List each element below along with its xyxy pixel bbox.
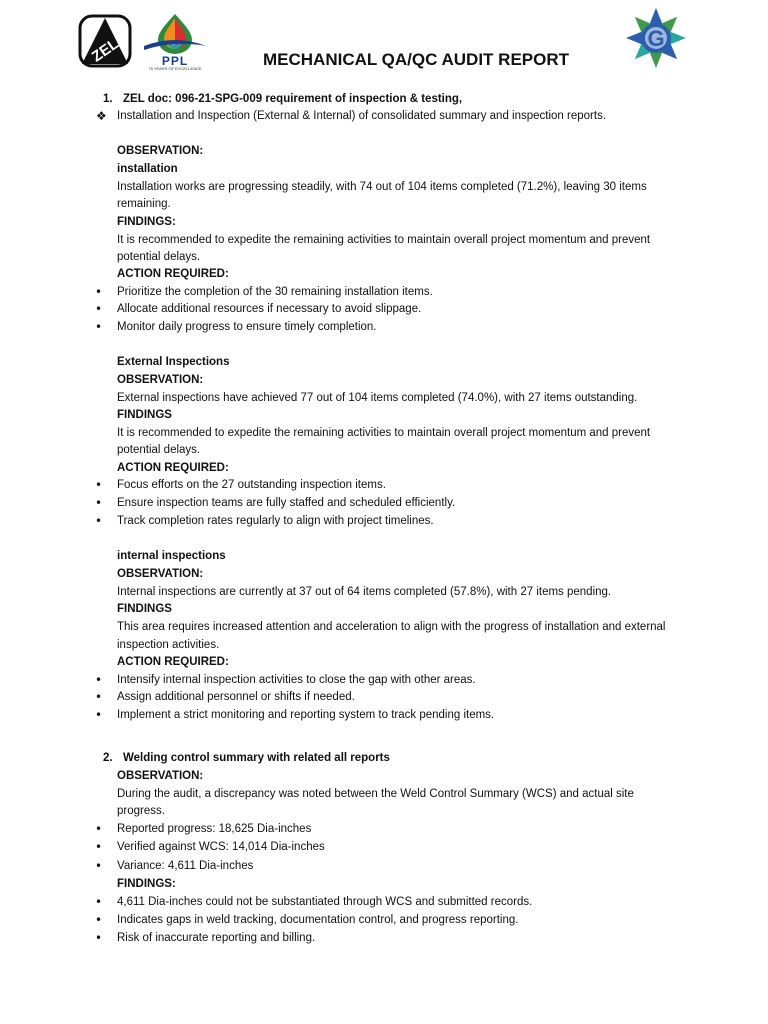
bullet-icon: • — [95, 708, 103, 722]
section1-sub-item: Installation and Inspection (External & Internal) of consolidated summary and inspection reports. — [117, 110, 607, 122]
section2-observation-item: Verified against WCS: 14,014 Dia-inches — [117, 841, 325, 853]
external-observation-label: OBSERVATION: — [117, 374, 204, 386]
report-title: MECHANICAL QA/QC AUDIT REPORT — [263, 50, 569, 69]
bullet-icon: • — [95, 822, 103, 836]
external-heading: External Inspections — [117, 356, 230, 368]
bullet-icon: • — [95, 859, 103, 873]
internal-findings-label: FINDINGS — [117, 603, 172, 615]
bullet-icon: • — [95, 673, 103, 687]
section2-observation-item: Reported progress: 18,625 Dia-inches — [117, 823, 312, 835]
installation-heading: installation — [117, 163, 178, 175]
internal-action-item: Assign additional personnel or shifts if needed. — [117, 691, 355, 703]
external-observation-line: External inspections have achieved 77 out of 104 items completed (74.0%), with 27 items outstanding. — [117, 392, 638, 404]
section2-observation-line: During the audit, a discrepancy was noted between the Weld Control Summary (WCS) and actual site — [117, 788, 634, 800]
bullet-icon: • — [95, 496, 103, 510]
section2-findings-item: Indicates gaps in weld tracking, documentation control, and progress reporting. — [117, 914, 519, 926]
zel-logo-text: ZEL — [88, 35, 122, 66]
bullet-icon: • — [95, 302, 103, 316]
internal-action-item: Intensify internal inspection activities to close the gap with other areas. — [117, 674, 476, 686]
bullet-icon: • — [95, 895, 103, 909]
installation-action-item: Prioritize the completion of the 30 remaining installation items. — [117, 286, 433, 298]
installation-observation-line: Installation works are progressing steadily, with 74 out of 104 items completed (71.2%), leaving 30 items — [117, 181, 647, 193]
internal-findings-line: This area requires increased attention and acceleration to align with the progress of installation and external — [117, 621, 666, 633]
installation-findings-line: It is recommended to expedite the remaining activities to maintain overall project momentum and prevent — [117, 234, 651, 246]
bullet-icon: • — [95, 931, 103, 945]
diamond-bullet-icon: ❖ — [96, 109, 107, 123]
installation-observation-line: remaining. — [117, 198, 171, 210]
external-findings-label: FINDINGS — [117, 409, 172, 421]
installation-observation-label: OBSERVATION: — [117, 145, 204, 157]
external-action-item: Ensure inspection teams are fully staffed and scheduled efficiently. — [117, 497, 456, 509]
installation-findings-line: potential delays. — [117, 251, 201, 263]
bullet-icon: • — [95, 913, 103, 927]
bullet-icon: • — [95, 840, 103, 854]
installation-findings-label: FINDINGS: — [117, 216, 176, 228]
section2-observation-line: progress. — [117, 805, 165, 817]
internal-action-label: ACTION REQUIRED: — [117, 656, 229, 668]
external-findings-line: potential delays. — [117, 444, 201, 456]
section2-findings-item: 4,611 Dia-inches could not be substantiated through WCS and submitted records. — [117, 896, 533, 908]
section2-observation-item: Variance: 4,611 Dia-inches — [117, 860, 254, 872]
external-action-item: Track completion rates regularly to align with project timelines. — [117, 515, 434, 527]
section1-number: 1. — [103, 93, 113, 105]
bullet-icon: • — [95, 285, 103, 299]
internal-findings-line: inspection activities. — [117, 639, 220, 651]
internal-observation-label: OBSERVATION: — [117, 568, 204, 580]
external-action-item: Focus efforts on the 27 outstanding inspection items. — [117, 479, 386, 491]
external-action-label: ACTION REQUIRED: — [117, 462, 229, 474]
installation-action-item: Allocate additional resources if necessary to avoid slippage. — [117, 303, 422, 315]
installation-action-label: ACTION REQUIRED: — [117, 268, 229, 280]
bullet-icon: • — [95, 478, 103, 492]
internal-observation-line: Internal inspections are currently at 37 out of 64 items completed (57.8%), with 27 items pending. — [117, 586, 612, 598]
section1-heading: ZEL doc: 096-21-SPG-009 requirement of inspection & testing, — [123, 93, 463, 105]
section2-observation-label: OBSERVATION: — [117, 770, 204, 782]
internal-heading: internal inspections — [117, 550, 226, 562]
installation-action-item: Monitor daily progress to ensure timely completion. — [117, 321, 377, 333]
ppl-logo-text: PPL — [161, 54, 189, 68]
internal-action-item: Implement a strict monitoring and reporting system to track pending items. — [117, 709, 495, 721]
bullet-icon: • — [95, 320, 103, 334]
bullet-icon: • — [95, 514, 103, 528]
ppl-logo-tagline: 75 YEARS OF EXCELLENCE — [148, 66, 202, 71]
bullet-icon: • — [95, 690, 103, 704]
g-logo-text: G — [647, 26, 665, 51]
section2-number: 2. — [103, 752, 113, 764]
section2-heading: Welding control summary with related all reports — [123, 752, 390, 764]
section2-findings-label: FINDINGS: — [117, 878, 176, 890]
external-findings-line: It is recommended to expedite the remaining activities to maintain overall project momentum and prevent — [117, 427, 651, 439]
section2-findings-item: Risk of inaccurate reporting and billing. — [117, 932, 316, 944]
